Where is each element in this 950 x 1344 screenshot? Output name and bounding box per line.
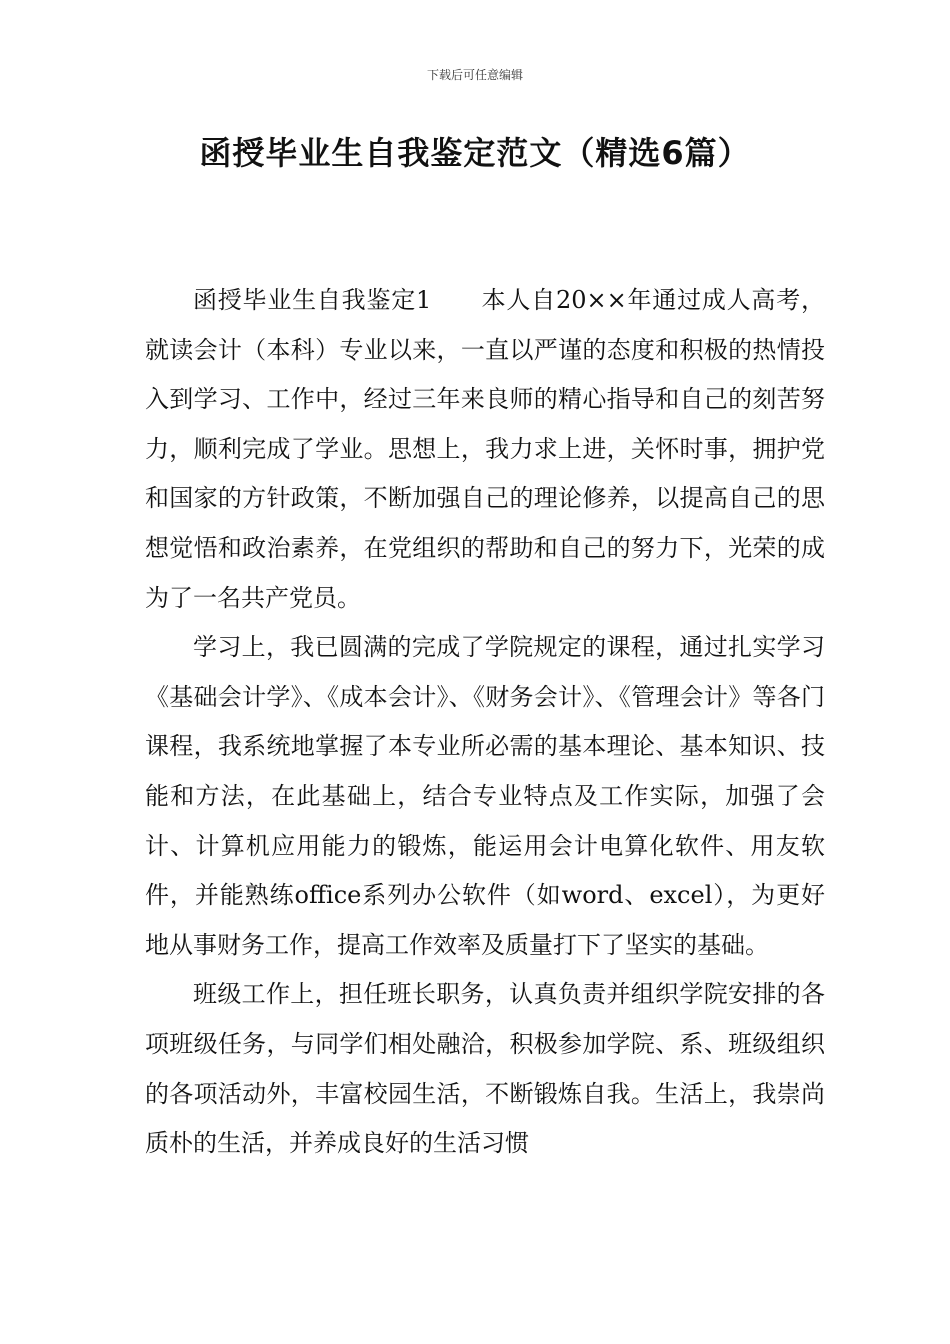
document-body xyxy=(145,276,825,1169)
header-note: 下载后可任意编辑 xyxy=(426,68,523,82)
paragraph-1: 函授毕业生自我鉴定1 本人自20××年通过成人高考，就读会计（本科）专业以来，一直以严谨的态度和积极的热情投入到学习、工作中，经过三年来良师的精心指导和自己的刻苦努力，顺利完成了学业。思想上，我力求上进，关怀时事，拥护党和国家的方针政策，不断加强自己的理论修养，以提高自己的思想觉悟和政治素养，在党组织的帮助和自己的努力下，光荣的成为了一名共产党员。 xyxy=(145,286,825,612)
paragraph-2: 学习上，我已圆满的完成了学院规定的课程，通过扎实学习《基础会计学》、《成本会计》、《财务会计》、《管理会计》等各门课程，我系统地掌握了本专业所必需的基本理论、基本知识、技能和方法，在此基础上，结合专业特点及工作实际，加强了会计、计算机应用能力的锻炼，能运用会计电算化软件、用友软件，并能熟练office系列办公软件（如word、excel），为更好地从事财务工作，提高工作效率及质量打下了坚实的基础。 xyxy=(145,633,825,959)
document-title: 函授毕业生自我鉴定范文（精选6篇） xyxy=(199,134,751,172)
paragraph-3: 班级工作上，担任班长职务，认真负责并组织学院安排的各项班级任务，与同学们相处融洽，积极参加学院、系、班级组织的各项活动外，丰富校园生活，不断锻炼自我。生活上，我崇尚质朴的生活，并养成良好的生活习惯 xyxy=(145,980,825,1158)
